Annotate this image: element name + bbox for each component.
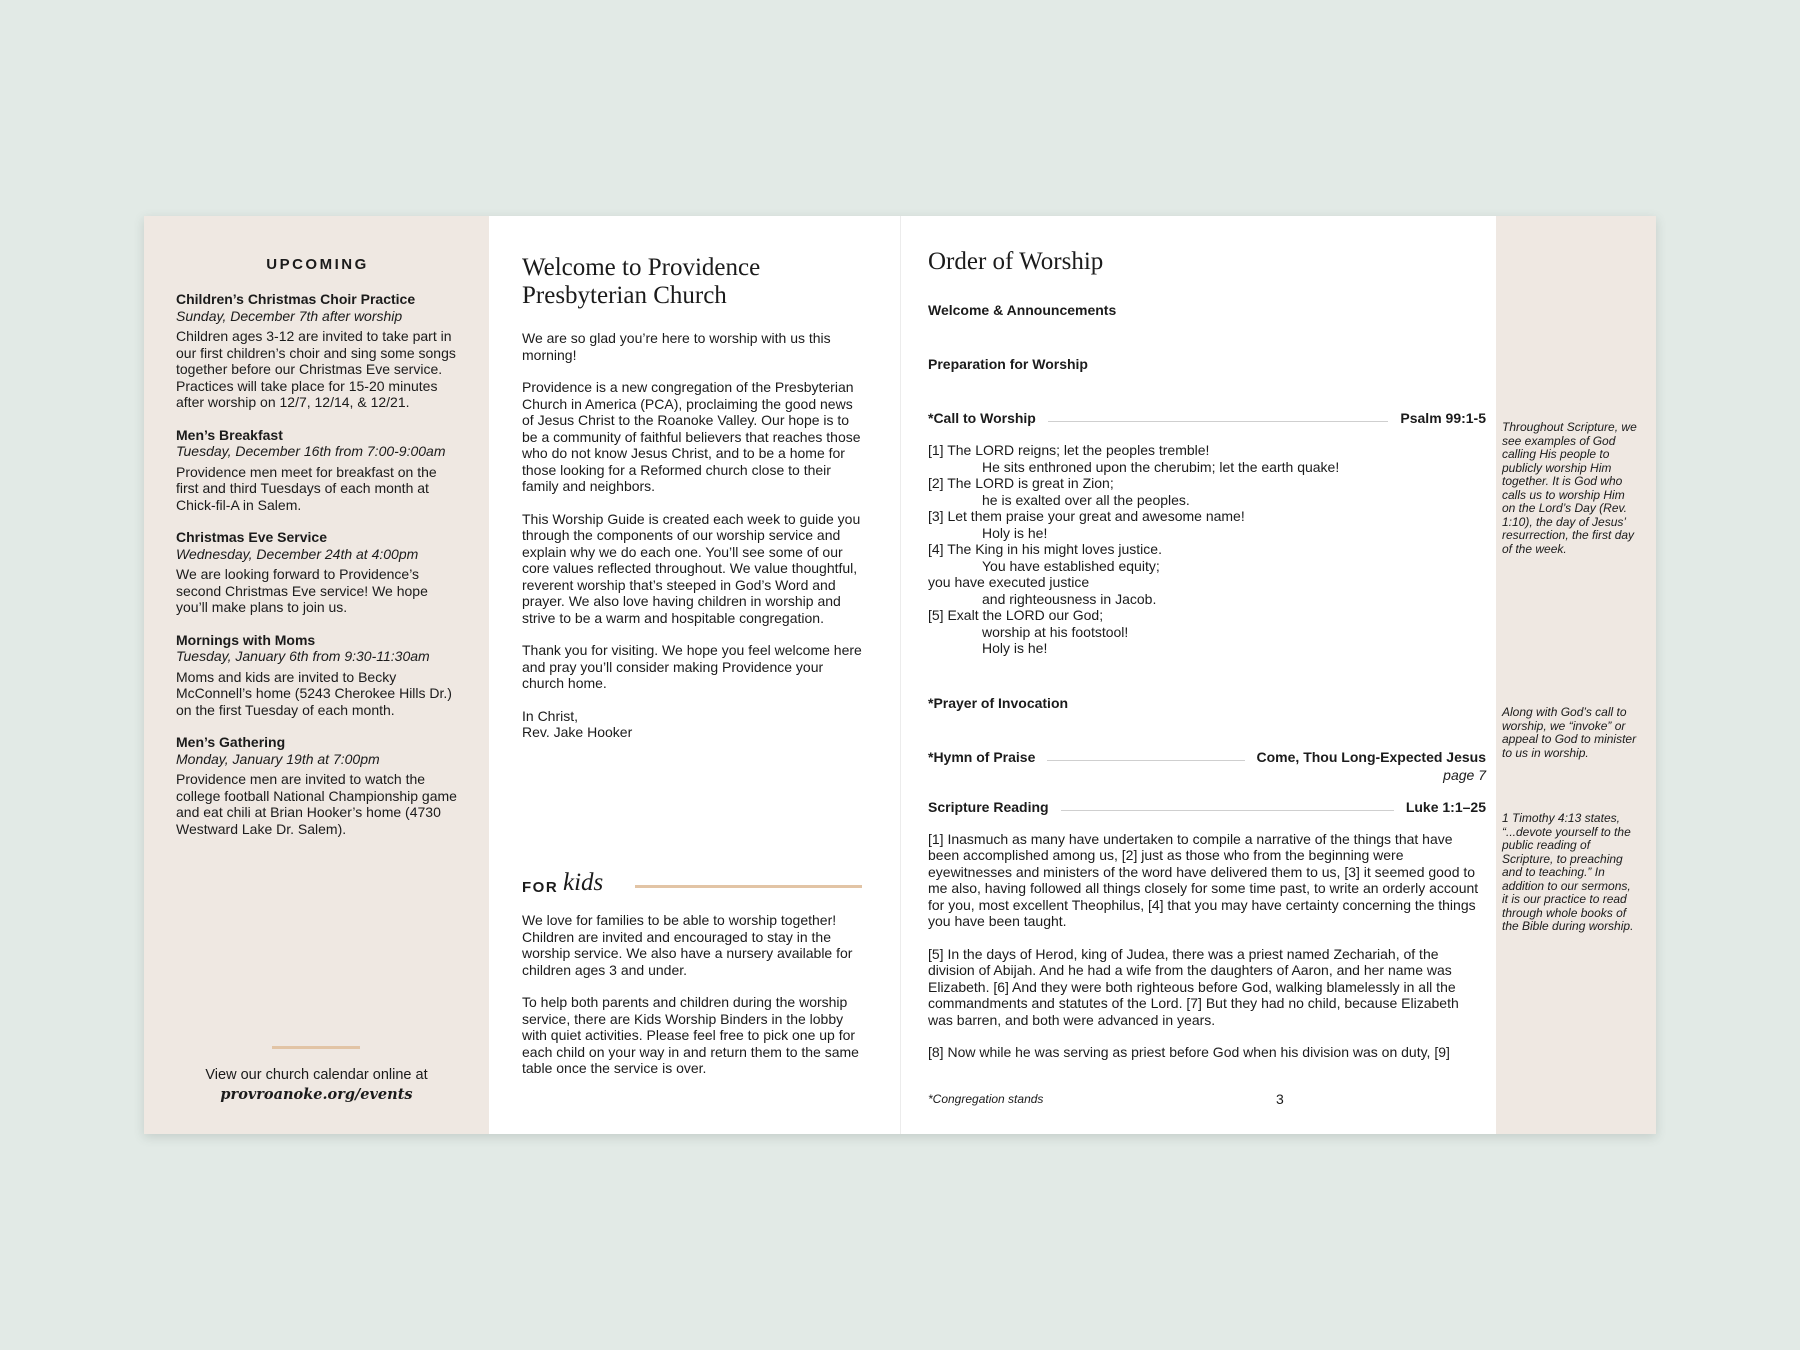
accent-divider (272, 1046, 360, 1049)
worship-item-reading (928, 799, 1486, 815)
psalm-line: [2] The LORD is great in Zion; (928, 475, 1114, 491)
psalm-line: and righteousness in Jacob. (982, 590, 1157, 607)
welcome-panel (489, 216, 900, 1134)
psalm-line: [1] The LORD reigns; let the peoples tremble! (928, 442, 1210, 458)
event-date: Sunday, December 7th after worship (176, 307, 403, 324)
worship-item-label: *Call to Worship (928, 410, 1036, 426)
welcome-signoff (522, 708, 862, 741)
kids-paragraph: To help both parents and children during the worship service, there are Kids Worship Binders in the lobby with quiet activities. Please feel free to pick one up for each child on your way in and return them to the same table once the service is over. (522, 994, 859, 1076)
for-kids-label-kids: kids (563, 869, 604, 896)
page-number: 3 (1276, 1091, 1284, 1107)
congregation-stands-note: *Congregation stands (928, 1092, 1044, 1106)
worship-item-call (928, 410, 1486, 426)
event-name: Mornings with Moms (176, 631, 316, 648)
accent-divider (635, 885, 862, 888)
worship-item-label: Preparation for Worship (928, 356, 1088, 372)
for-kids-heading (522, 869, 862, 899)
psalm-line: Holy is he! (982, 640, 1048, 656)
worship-item-label: Welcome & Announcements (928, 302, 1117, 318)
psalm-line: Holy is he! (982, 524, 1048, 541)
kids-paragraph: We love for families to be able to worship together! Children are invited and encouraged to stay in the worship service. We also have a nursery available for children ages 3 and under. (522, 912, 853, 978)
event-item (176, 291, 459, 411)
worship-guide-spread (144, 216, 1656, 1134)
event-item (176, 427, 459, 514)
welcome-title-line-1: Welcome to Providence (522, 254, 761, 281)
upcoming-panel (144, 216, 489, 1134)
scripture-reference: Luke 1:1–25 (1405, 798, 1486, 815)
psalm-line: [3] Let them praise your great and awesome name! (928, 508, 1245, 524)
welcome-paragraph: We are so glad you’re here to worship with us this morning! (522, 330, 831, 363)
calendar-link[interactable]: provroanoke.org/events (220, 1086, 413, 1103)
signoff-closing: In Christ, (522, 707, 579, 724)
order-title: Order of Worship (928, 248, 1104, 275)
worship-item-invocation (928, 695, 1486, 711)
sidebar-note-reading: 1 Timothy 4:13 states, “...devote yourself to the public reading of Scripture, to preaching and to teaching.” In addition to our sermons, it is our practice to read through whole books of the Bible during worship. (1502, 811, 1634, 933)
event-description: Providence men meet for breakfast on the first and third Tuesdays of each month at Chick-fil-A in Salem. (176, 463, 437, 513)
event-date: Wednesday, December 24th at 4:00pm (176, 545, 419, 562)
welcome-paragraph: Providence is a new congregation of the Presbyterian Church in America (PCA), proclaiming the good news of Jesus Christ to the Roanoke Valley. Our hope is to be a community of faithful believers that reaches those who do not know Jesus Christ, and to be a home for those looking for a Reformed church close to their family and neighbors. (522, 379, 861, 494)
welcome-title-line-2: Presbyterian Church (522, 282, 727, 309)
event-description: Providence men are invited to watch the college football National Championship game and eat chili at Brian Hooker’s home (4730 Westward Lake Dr. Salem). (176, 771, 457, 837)
event-description: We are looking forward to Providence’s second Christmas Eve service! We hope you’ll make plans to join us. (176, 566, 428, 615)
welcome-paragraph: Thank you for visiting. We hope you feel welcome here and pray you’ll consider making Providence your church home. (522, 642, 862, 691)
event-item (176, 632, 459, 719)
event-date: Tuesday, December 16th from 7:00-9:00am (176, 443, 446, 459)
event-item (176, 734, 459, 837)
event-description: Children ages 3-12 are invited to take part in our first children’s choir and sing some songs together before our Christmas Eve service. Practices will take place for 15-20 minutes after worship on 12/7, 12/14, & 12/21. (176, 328, 456, 410)
event-name: Men’s Breakfast (176, 426, 283, 443)
psalm-line: he is exalted over all the peoples. (982, 491, 1190, 508)
page-footer (928, 1092, 1486, 1106)
psalm-line: You have established equity; (982, 557, 1160, 574)
scripture-reading-text (928, 831, 1486, 1061)
reading-paragraph: [8] Now while he was serving as priest before God when his division was on duty, [9] (928, 1044, 1450, 1060)
sidebar-note-call: Throughout Scripture, we see examples of God calling His people to publicly worship Him together. It is God who calls us to worship Him on the Lord’s Day (Rev. 1:10), the day of Jesus’ resurrection, the first day of the week. (1502, 420, 1637, 556)
psalm-line: you have executed justice (928, 574, 1090, 590)
reading-paragraph: [5] In the days of Herod, king of Judea, there was a priest named Zechariah, of the division of Abijah. And he had a wife from the daughters of Aaron, and her name was Elizabeth. [6] And they were both righteous before God, walking blamelessly in all the commandments and statutes of the Lord. [7] But they had no child, because Elizabeth was barren, and both were advanced in years. (928, 945, 1459, 1028)
worship-item-preparation (928, 356, 1486, 372)
worship-item-label: Scripture Reading (928, 798, 1049, 815)
hymn-page: page 7 (1443, 766, 1486, 783)
reading-paragraph: [1] Inasmuch as many have undertaken to compile a narrative of the things that have been accomplished among us, [2] just as those who from the beginning were eyewitnesses and ministers of the word have delivered them to us, [3] it seemed good to me also, having followed all things closely for some time past, to write an orderly account for you, most excellent Theophilus, [4] that you may have certainty concerning the things you have been taught. (928, 830, 1479, 929)
event-date: Monday, January 19th at 7:00pm (176, 750, 380, 767)
leader-line (1061, 810, 1394, 811)
event-item (176, 529, 459, 616)
psalm-line: He sits enthroned upon the cherubim; let the earth quake! (982, 458, 1340, 475)
event-name: Children’s Christmas Choir Practice (176, 291, 416, 307)
scripture-reference: Psalm 99:1-5 (1400, 410, 1486, 426)
signoff-name: Rev. Jake Hooker (522, 724, 633, 740)
calendar-footer-text: View our church calendar online at (205, 1067, 428, 1083)
psalm-line: [4] The King in his might loves justice. (928, 541, 1162, 557)
event-name: Christmas Eve Service (176, 529, 327, 545)
calendar-footer (144, 1067, 489, 1103)
worship-item-label: *Hymn of Praise (928, 748, 1036, 765)
welcome-paragraph: This Worship Guide is created each week to guide you through the components of our worship service and explain why we do each one. You’ll see some of our core values reflected throughout. We value thoughtful, reverent worship that’s steeped in God’s Word and prayer. We also love having children in worship and strive to be a warm and hospitable congregation. (522, 510, 861, 626)
sidebar-notes-panel (1496, 216, 1656, 1134)
upcoming-heading: UPCOMING (266, 256, 369, 273)
worship-item-label: *Prayer of Invocation (928, 694, 1069, 711)
worship-item-welcome (928, 302, 1486, 318)
hymn-title: Come, Thou Long-Expected Jesus (1256, 748, 1486, 765)
psalm-line: worship at his footstool! (982, 623, 1129, 640)
event-name: Men’s Gathering (176, 734, 286, 750)
leader-line (1047, 760, 1244, 761)
event-description: Moms and kids are invited to Becky McConnell’s home (5243 Cherokee Hills Dr.) on the first Tuesday of each month. (176, 668, 452, 718)
event-date: Tuesday, January 6th from 9:30-11:30am (176, 648, 430, 664)
worship-item-hymn (928, 749, 1486, 765)
welcome-title (522, 254, 862, 310)
psalm-text (928, 442, 1486, 657)
order-of-worship-panel (900, 216, 1496, 1134)
sidebar-note-invocation: Along with God’s call to worship, we “invoke” or appeal to God to minister to us in worship. (1502, 705, 1637, 760)
for-kids-label-for: FOR (522, 879, 559, 896)
leader-line (1048, 421, 1389, 422)
psalm-line: [5] Exalt the LORD our God; (928, 607, 1104, 623)
for-kids-body (522, 912, 862, 1093)
